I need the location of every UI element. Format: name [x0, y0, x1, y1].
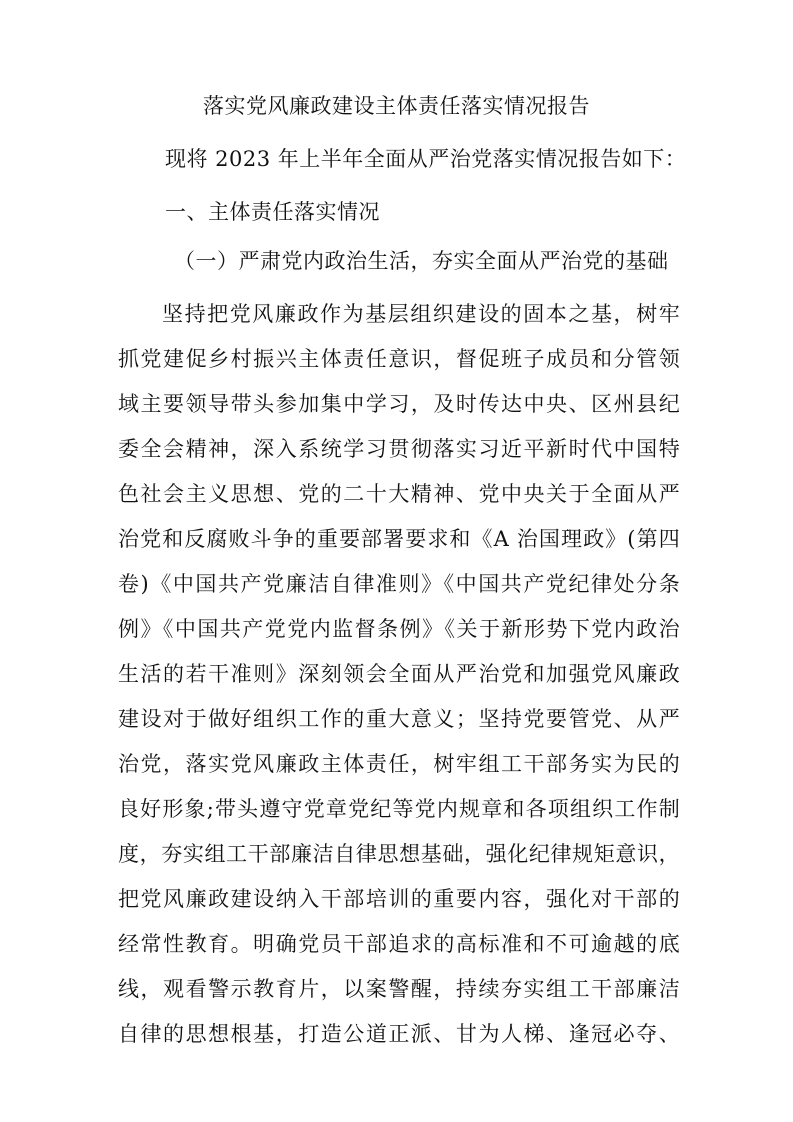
body-line: 坚持把党风廉政作为基层组织建设的固本之基，树牢	[162, 302, 680, 326]
body-line: 例》《中国共产党党内监督条例》《关于新形势下党内政治	[118, 617, 680, 641]
body-line: 域主要领导带头参加集中学习，及时传达中央、区州县纪	[118, 392, 680, 416]
body-line: 治党和反腐败斗争的重要部署要求和《A 治国理政》(第四	[118, 527, 680, 551]
body-line: 生活的若干准则》深刻领会全面从严治党和加强党风廉政	[118, 662, 680, 686]
body-line: 经常性教育。明确党员干部追求的高标准和不可逾越的底	[118, 932, 680, 956]
body-line: 治党，落实党风廉政主体责任，树牢组工干部务实为民的	[118, 752, 680, 776]
body-line: 把党风廉政建设纳入干部培训的重要内容，强化对干部的	[118, 887, 680, 911]
body-line: 度，夯实组工干部廉洁自律思想基础，强化纪律规矩意识，	[118, 842, 680, 866]
document-title: 落实党风廉政建设主体责任落实情况报告	[203, 94, 590, 118]
body-line: 建设对于做好组织工作的重大意义；坚持党要管党、从严	[118, 707, 680, 731]
body-line: 自律的思想根基，打造公道正派、甘为人梯、逢冠必夺、	[118, 1022, 680, 1046]
body-line: 色社会主义思想、党的二十大精神、党中央关于全面从严	[118, 482, 680, 506]
body-line: 委全会精神，深入系统学习贯彻落实习近平新时代中国特	[118, 437, 680, 461]
body-line: 卷)《中国共产党廉洁自律准则》《中国共产党纪律处分条	[118, 572, 680, 596]
body-line: 抓党建促乡村振兴主体责任意识，督促班子成员和分管领	[118, 347, 680, 371]
body-line: 线，观看警示教育片，以案警醒，持续夯实组工干部廉洁	[118, 977, 680, 1001]
subsection-heading: （一）严肃党内政治生活，夯实全面从严治党的基础	[174, 249, 669, 273]
intro-paragraph: 现将 2023 年上半年全面从严治党落实情况报告如下：	[165, 147, 687, 171]
body-paragraph	[118, 292, 680, 1057]
body-line: 良好形象;带头遵守党章党纪等党内规章和各项组织工作制	[118, 797, 680, 821]
section-heading: 一、主体责任落实情况	[165, 200, 380, 224]
